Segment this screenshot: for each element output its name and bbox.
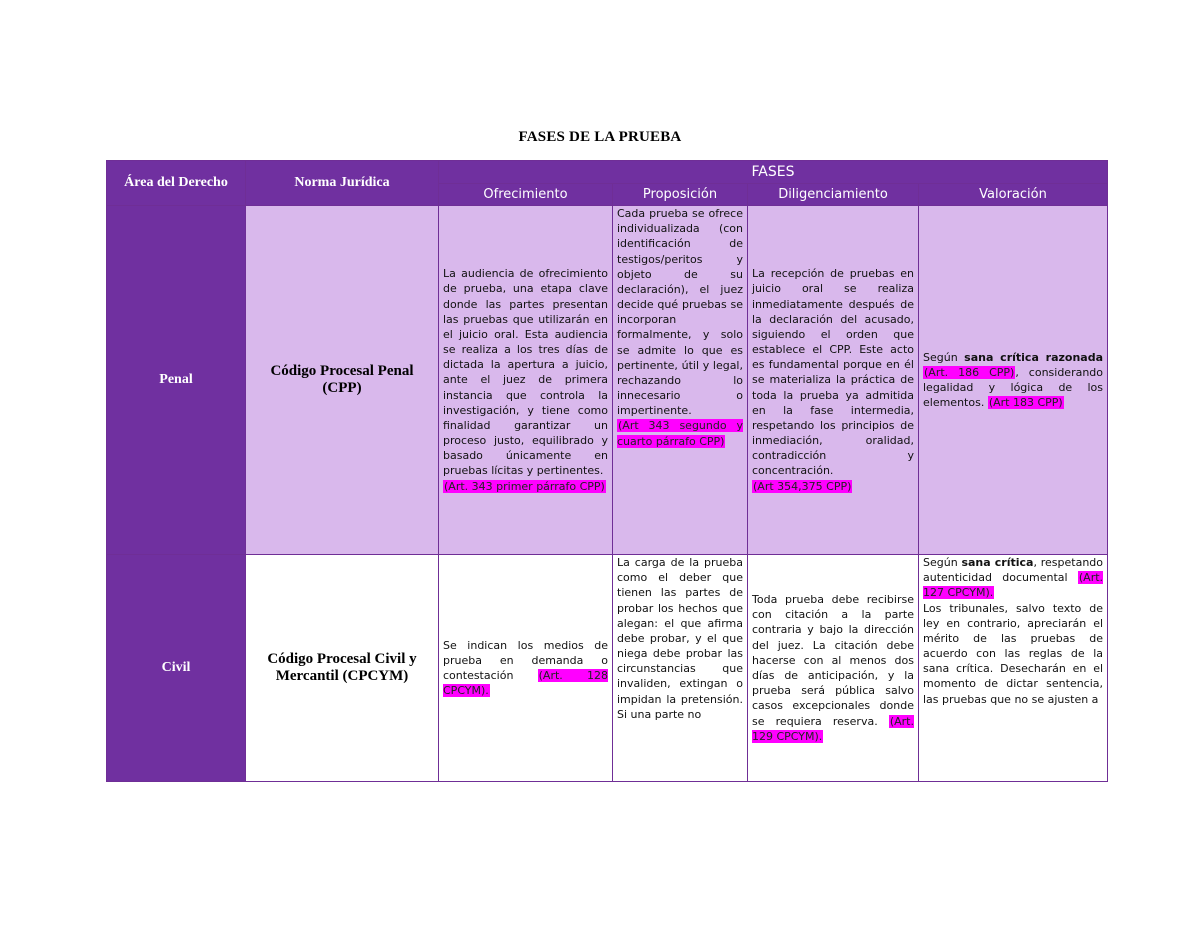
header-area: Área del Derecho [107, 161, 246, 206]
header-norma: Norma Jurídica [246, 161, 439, 206]
cell-text: La audiencia de ofrecimiento de prueba, una etapa clave donde las partes presentan las pruebas que utilizarán en el juicio oral. Esta audiencia se realiza a los tres días de dictada la apertura a juicio, ante el juez de primera instancia que controla la investigación, y tiene como finalidad garantizar un proceso justo, equilibrado y basado únicamente en pruebas lícitas y pertinentes. [443, 267, 608, 478]
header-phase-ofrecimiento: Ofrecimiento [439, 184, 613, 206]
citation-highlight: (Art 183 CPP) [988, 396, 1063, 410]
cell-text: , considerando legalidad y lógica de los elementos. [923, 365, 1104, 410]
citation-highlight: (Art 354,375 CPP) [753, 479, 852, 493]
cell-text: La recepción de pruebas en juicio oral se realiza inmediatamente después de la declaración del acusado, siguiendo el orden que establece el CPP. Este acto es fundamental porque en él se materializa la práctica de toda la prueba ya admitida en la fase intermedia, respetando los principios de inmediación, oralidad, contradicción y concentración. [752, 267, 914, 478]
header-phase-proposicion: Proposición [613, 184, 748, 206]
header-fases: FASES [439, 161, 1108, 184]
phases-table [106, 160, 1108, 782]
cell-text: Según [923, 350, 965, 364]
cell-text: Cada prueba se ofrece individualizada (con identificación de testigos/peritos y objeto de su declaración), el juez decide qué pruebas se incorporan formalmente, y solo se admite lo que es pertinente, útil y legal, rechazando lo innecesario o impertinente. [617, 207, 743, 418]
valoracion-cell [919, 206, 1108, 555]
area-cell: Penal [107, 206, 246, 555]
cell-bold-text: sana crítica [961, 556, 1034, 569]
citation-highlight: (Art. 343 primer párrafo CPP) [444, 479, 605, 493]
cell-text: Según [923, 556, 962, 569]
citation-highlight: (Art. 128 CPCYM). [443, 669, 608, 698]
table-row-penal [107, 206, 1108, 555]
diligenciamiento-cell [748, 555, 919, 782]
norma-cell: Código Procesal Civil y Mercantil (CPCYM) [246, 555, 439, 782]
citation-highlight: (Art 343 segundo y cuarto párrafo CPP) [617, 419, 743, 448]
citation-highlight: (Art. 186 CPP) [924, 365, 1015, 379]
norma-cell: Código Procesal Penal (CPP) [246, 206, 439, 555]
page-title: FASES DE LA PRUEBA [518, 129, 682, 145]
cell-text: , respetando autenticidad documental [923, 556, 1104, 585]
ofrecimiento-cell [439, 555, 613, 782]
ofrecimiento-cell [439, 206, 613, 555]
citation-highlight: (Art. 129 CPCYM). [752, 714, 914, 743]
table-row-civil [107, 555, 1108, 782]
header-phase-valoracion: Valoración [919, 184, 1108, 206]
cell-text: La carga de la prueba como el deber que tienen las partes de probar los hechos que alegan: el que afirma debe probar, y el que niega debe probar las circunstancias que invaliden, extingan o impidan la pretensión. Si una parte no [617, 556, 743, 721]
header-row-1 [107, 161, 1108, 184]
cell-text: Los tribunales, salvo texto de ley en contrario, apreciarán el mérito de las pruebas de acuerdo con las reglas de la sana crítica. Desecharán en el momento de dictar sentencia, las pruebas que no se ajusten a [923, 601, 1104, 706]
valoracion-cell [919, 555, 1108, 782]
header-phase-diligenciamiento: Diligenciamiento [748, 184, 919, 206]
cell-text: Toda prueba debe recibirse con citación a la parte contraria y bajo la dirección del juez. La citación debe hacerse con al menos dos días de anticipación, y la prueba será pública salvo casos excepcionales donde se requiera reserva. [752, 593, 914, 728]
proposicion-cell [613, 206, 748, 555]
cell-bold-text: sana crítica razonada [964, 350, 1104, 364]
citation-highlight: (Art. 127 CPCYM). [923, 571, 1104, 600]
cell-text: Se indican los medios de prueba en demanda o contestación [443, 638, 608, 682]
proposicion-cell [613, 555, 748, 782]
diligenciamiento-cell [748, 206, 919, 555]
area-cell: Civil [107, 555, 246, 782]
